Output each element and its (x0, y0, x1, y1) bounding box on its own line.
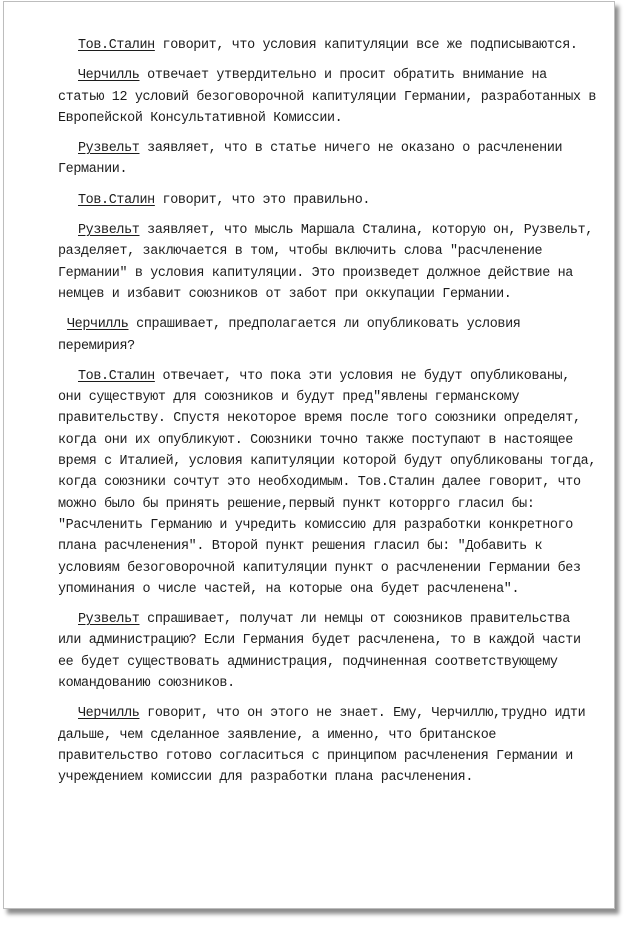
speaker-name: Тов.Сталин (78, 368, 155, 384)
speaker-name: Тов.Сталин (78, 38, 155, 53)
speaker-name: Рузвельт (78, 141, 140, 157)
paragraph-text: отвечает утвердительно и просит обратить внимание на статью 12 условий безоговорочной капитуляции Германии, разработанных в Европейской Консультативной Комиссии. (58, 68, 596, 126)
paragraph-text: спрашивает, предполагается ли опубликовать условия перемирия? (58, 317, 521, 354)
speaker-name: Рузвельт (78, 612, 140, 628)
paragraph-4 (58, 190, 598, 211)
paragraph-text: говорит, что условия капитуляции все же подписываются. (154, 38, 578, 53)
speaker-name: Черчилль (67, 317, 129, 333)
paragraph-3 (58, 138, 598, 181)
paragraph-text: отвечает, что пока эти условия не будут опубликованы, они существуют для союзников и будут пред"явлены германскому правительству. Спустя некоторое время после того союзники определят, когда они их опубликуют. Союзники точно также поступают в настоящее время с Италией, условия капитуляции которой будут опубликованы тогда, когда союзники сочтут это необходимым. Тов.Сталин далее говорит, что можно было бы принять решение,первый пункт которрго гласил бы: "Расчленить Германию и учредить комиссию для разработки конкретного плана расчленения". Второй пункт решения гласил бы: "Добавить к условиям безоговорочной капитуляции пункт о расчленении Германии без упоминания о числе частей, на которые она будет расчленена". (58, 368, 596, 597)
paragraph-text: спрашивает, получат ли немцы от союзников правительства или администрацию? Если Германия будет расчленена, то в каждой части ее будет существовать администрация, подчиненная соответствующему командованию союзников. (58, 612, 581, 692)
speaker-name: Черчилль (78, 68, 140, 84)
speaker-name: Черчилль (78, 706, 140, 722)
paragraph-7 (58, 366, 598, 600)
paragraph-6 (58, 314, 598, 357)
paragraph-text: говорит, что он этого не знает. Ему, Черчиллю,трудно идти дальше, чем сделанное заявление, а именно, что британское правительство готово согласиться с принципом расчленения Германии и учреждением комиссии для разработки плана расчленения. (58, 706, 586, 786)
paragraph-9 (58, 703, 598, 788)
speaker-name: Тов.Сталин (78, 192, 155, 208)
paragraph-text: заявляет, что мысль Маршала Сталина, которую он, Рузвельт, разделяет, заключается в том, чтобы включить слова "расчленение Германии" в условия капитуляции. Это произведет должное действие на немцев и избавит союзников от забот при оккупации Германии. (58, 223, 593, 302)
paragraph-8 (58, 609, 598, 694)
paragraph-5 (58, 220, 598, 305)
paragraph-text: говорит, что это правильно. (154, 192, 371, 208)
paragraph-1 (58, 35, 598, 56)
paragraph-text: заявляет, что в статье ничего не оказано о расчленении Германии. (58, 141, 563, 178)
document-body (58, 35, 598, 798)
speaker-name: Рузвельт (78, 223, 140, 239)
document-page (3, 1, 615, 909)
paragraph-2 (58, 65, 598, 129)
